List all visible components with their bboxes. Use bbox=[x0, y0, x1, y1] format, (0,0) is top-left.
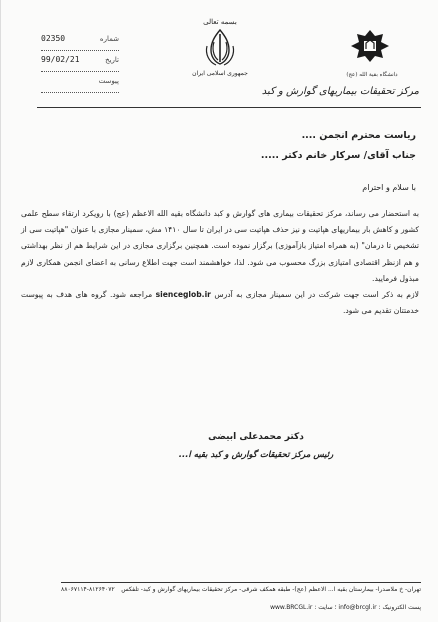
letter-number-row bbox=[41, 30, 119, 51]
letter-number: 02350 bbox=[41, 34, 66, 43]
footer-address-row bbox=[61, 586, 421, 593]
body-paragraph-1: به استحضار می رساند، مرکز تحقیقات بیماری های گوارش و کبد دانشگاه بقیه الله الاعظم (عج) با رویکرد ارتقاء سطح علمی کشور و کاهش بار بیماریهای هپاتیت و نیز حذف هپاتیت سی در ایران تا سال ۱۴۱۰ مش، سمینار مجازی با عنوان "هپاتیت سی از تشخیص تا درمان" (به همراه امتیاز بازآموزی) برگزار نموده است. همچنین برگزاری مجازی در این شرایط هم از نظر بهداشتی و هم ازنظر اقتصادی امتیازی بزرگ محسوب می شود. لذا، خواهشمند است جهت اطلاع رسانی به اعضای انجمن همکاری لازم مبذول فرمایید. bbox=[21, 209, 419, 283]
letter-body bbox=[21, 206, 419, 319]
footer-contact-row bbox=[61, 604, 421, 611]
iran-emblem-icon bbox=[201, 26, 239, 68]
iran-republic-text: جمهوری اسلامی ایران bbox=[192, 70, 248, 77]
footer-site: www.BRCGL.ir bbox=[270, 604, 313, 611]
signatory-name: دکتر محمدعلی ابیضی bbox=[208, 432, 304, 442]
letter-meta bbox=[41, 30, 119, 93]
addressee-line-2: جناب آقای/ سرکار خانم دکتر ..... bbox=[260, 150, 416, 161]
university-name: دانشگاه بقیة الله (عج) bbox=[346, 72, 398, 78]
footer-address: تهران- خ ملاصدرا- بیمارستان بقیه ا... الاعظم (عج)- طبقه همکف شرقی- مرکز تحقیقات بیماریهای گوارش و کبد- تلفکس bbox=[121, 586, 421, 593]
footer-phone: ۸۸۰۶۷۱۱۴-۸۱۲۶۴۰۷۲ bbox=[61, 586, 115, 593]
letter-attachment-label: پیوست bbox=[98, 77, 119, 85]
seminar-url: sienceglob.ir bbox=[155, 290, 211, 300]
letter-date: 99/02/21 bbox=[41, 55, 80, 64]
greeting: با سلام و احترام bbox=[362, 183, 416, 192]
body-paragraph-2: لازم به ذکر است جهت شرکت در این سمینار مجازی به آدرس sienceglob.ir مراجعه شود. گروه های هدف به پیوست خدمتتان تقدیم می شود. bbox=[21, 290, 419, 316]
footer-divider bbox=[61, 582, 421, 583]
letter-date-label: تاریخ bbox=[105, 56, 119, 64]
letter-date-row bbox=[41, 51, 119, 72]
letter-attachment-row bbox=[41, 72, 119, 93]
footer-email: info@brcgl.ir bbox=[338, 604, 377, 611]
footer-email-label: پست الکترونیک : bbox=[378, 604, 421, 611]
university-logo-icon bbox=[345, 28, 395, 68]
footer-site-label: ؛ سایت : bbox=[314, 604, 337, 611]
research-center-name: مرکز تحقیقات بیماریهای گوارش و کبد bbox=[261, 86, 419, 97]
signatory-title: رئیس مرکز تحقیقات گوارش و کبد بقیه ا... bbox=[178, 450, 334, 460]
bismillah-text: بسمه تعالی bbox=[203, 18, 237, 26]
letter-number-label: شماره bbox=[99, 35, 119, 43]
header-divider bbox=[37, 107, 421, 108]
addressee-line-1: ریاست محترم انجمن .... bbox=[301, 130, 416, 141]
